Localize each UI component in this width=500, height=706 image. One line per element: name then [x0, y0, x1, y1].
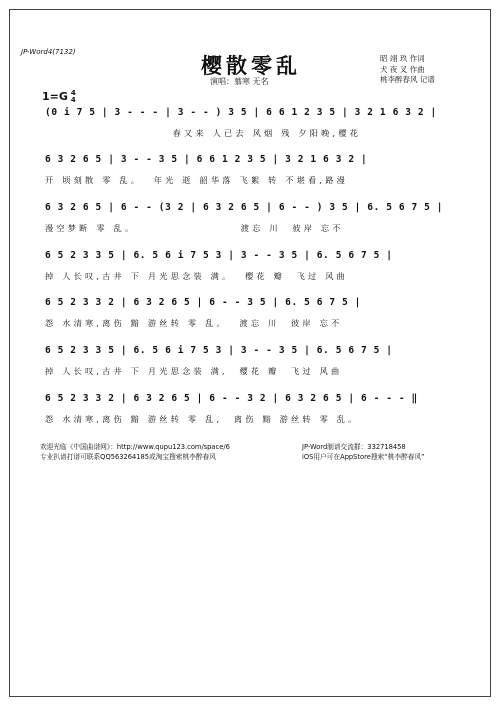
- notation: 6 3 2 6 5 | 6 - - (3 2 | 6 3 2 6 5 | 6 - - ) 3 5 | 6. 5 6 7 5 |: [45, 202, 444, 213]
- footer-left: [40, 442, 230, 462]
- lyrics: 掉 人长叹,古井 下 月光思念装 满, 樱花 瓣 飞过 风曲: [45, 366, 343, 376]
- key-signature: [42, 90, 76, 104]
- group-credit: JP-Word制谱交流群：332718458: [302, 443, 406, 451]
- lyrics: 怨 水清寒,离伤 黯 游丝转 零 乱。 渡忘 川 彼岸 忘不: [45, 318, 343, 328]
- lyrics: 开 顷刻散 零 乱。 年光 逝 韶华落 飞絮 转 不堪看,路漫: [45, 175, 348, 185]
- lyrics: 漫空梦断 零 乱。 渡忘 川 彼岸 忘不: [45, 223, 344, 233]
- key-label: 1=G: [42, 90, 68, 103]
- lyrics: 掉 人长叹,古井 下 月光思念装 满。 樱花 瓣 飞过 风曲: [45, 271, 348, 281]
- site-credit: 欢迎光临《中国曲谱网》：http://www.qupu123.com/space/6: [40, 443, 230, 451]
- notation: 6 5 2 3 3 5 | 6. 5 6 i 7 5 3 | 3 - - 3 5 | 6. 5 6 7 5 |: [45, 345, 393, 356]
- time-signature: 4 4: [70, 89, 76, 104]
- ios-credit: iOS用户可在AppStore搜索“桃李醉春风”: [302, 453, 425, 461]
- lyrics: 春又来 人已去 风烟 残 夕阳晚,樱花: [45, 128, 362, 138]
- contact-credit: 专业扒谱打谱可联系QQ563264185或淘宝搜索桃李醉春风: [40, 453, 216, 461]
- transcriber-credit: 桃李醉春风 记谱: [380, 75, 435, 84]
- credits-block: [380, 54, 435, 86]
- song-title: 樱散零乱: [201, 53, 301, 78]
- notation: 6 5 2 3 3 5 | 6. 5 6 i 7 5 3 | 3 - - 3 5 | 6. 5 6 7 5 |: [45, 250, 393, 261]
- program-id: JP-Word4(7132): [21, 48, 76, 56]
- composer-credit: 犬 夜 叉 作曲: [380, 64, 425, 74]
- footer-right: [302, 442, 425, 462]
- lyricist-credit: 昭 翊 玖 作词: [380, 54, 425, 63]
- notation: 6 5 2 3 3 2 | 6 3 2 6 5 | 6 - - 3 5 | 6. 5 6 7 5 |: [45, 297, 361, 308]
- score-sheet: [9, 9, 491, 697]
- notation: 6 3 2 6 5 | 3 - - 3 5 | 6 6 1 2 3 5 | 3 2 1 6 3 2 |: [45, 154, 368, 165]
- lyrics: 怨 水清寒,离伤 黯 游丝转 零 乱, 离伤 黯 游丝转 零 乱。: [45, 414, 360, 424]
- singer-credit: 演唱：慕寒 无名: [210, 77, 269, 86]
- notation: (0 i 7 5 | 3 - - - | 3 - - ) 3 5 | 6 6 1 2 3 5 | 3 2 1 6 3 2 |: [45, 107, 437, 118]
- notation: 6 5 2 3 3 2 | 6 3 2 6 5 | 6 - - 3 2 | 6 3 2 6 5 | 6 - - - ‖: [45, 393, 418, 404]
